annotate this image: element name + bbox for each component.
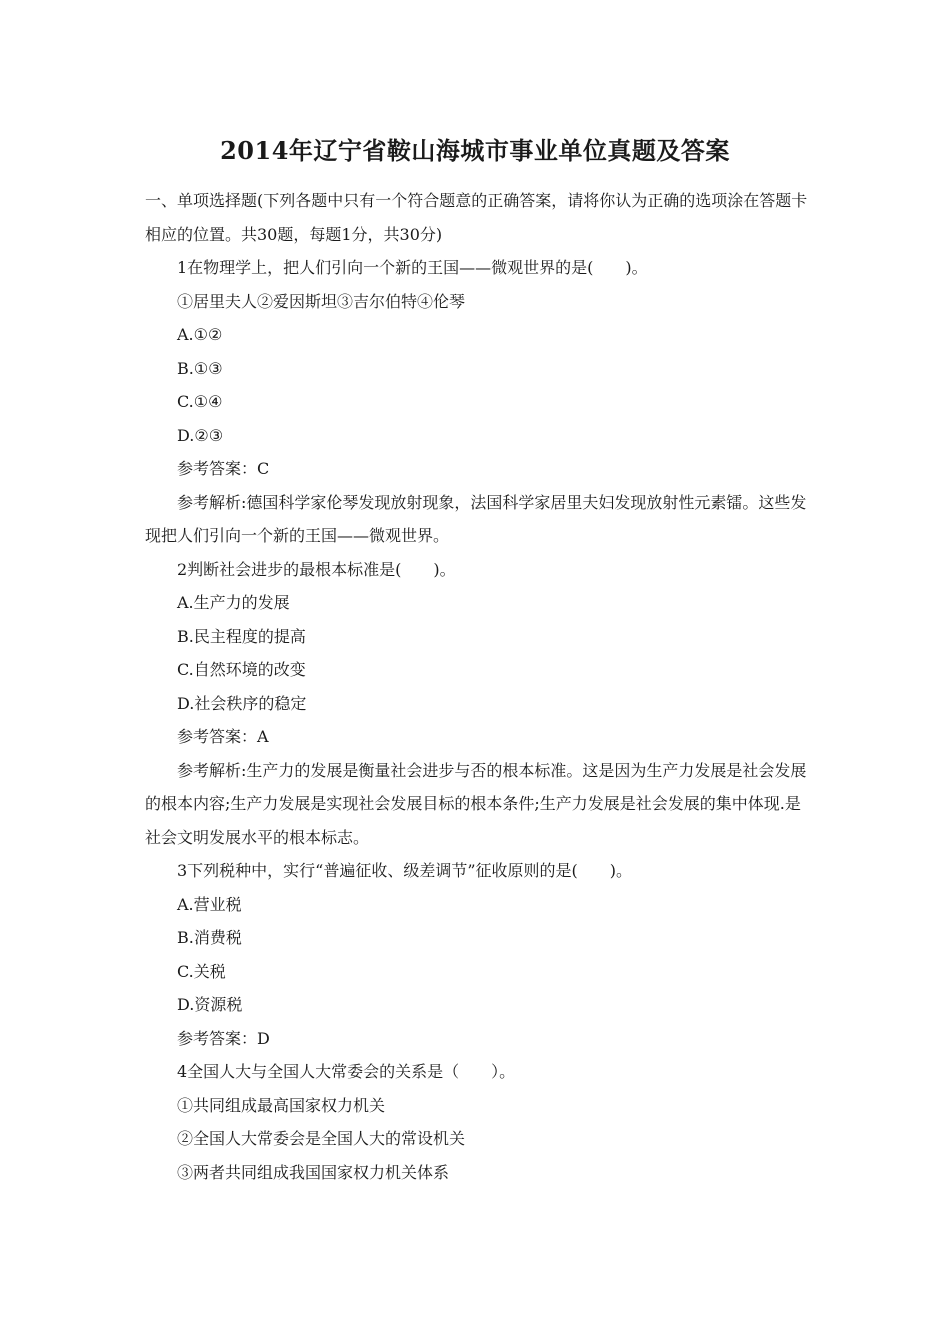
question-3-option-b: B.消费税 (177, 928, 242, 947)
question-3-option-a: A.营业税 (177, 894, 242, 914)
section-intro: 一、单项选择题(下列各题中只有一个符合题意的正确答案，请将你认为正确的选项涂在答题卡相应的位置。共30题，每题1分，共30分) (145, 191, 808, 244)
question-4-item-1: ①共同组成最高国家权力机关 (177, 1095, 386, 1115)
question-2-option-d: D.社会秩序的稳定 (177, 693, 307, 713)
question-1-analysis: 参考解析:德国科学家伦琴发现放射现象，法国科学家居里夫妇发现放射性元素镭。这些发现把人们引向一个新的王国——微观世界。 (145, 492, 807, 545)
question-1-extra: ①居里夫人②爱因斯坦③吉尔伯特④伦琴 (177, 291, 466, 311)
question-3-option-c: C.关税 (177, 961, 226, 981)
question-1-option-b: B.①③ (177, 358, 223, 378)
question-1-answer: 参考答案：C (177, 459, 270, 478)
question-2-analysis: 参考解析:生产力的发展是衡量社会进步与否的根本标准。这是因为生产力发展是社会发展的根本内容;生产力发展是实现社会发展目标的根本条件;生产力发展是社会发展的集中体现.是社会文明发展水平的根本标志。 (145, 760, 807, 847)
question-4-item-3: ③两者共同组成我国国家权力机关体系 (177, 1162, 450, 1182)
question-4-item-2: ②全国人大常委会是全国人大的常设机关 (177, 1129, 466, 1148)
question-2-stem: 2判断社会进步的最根本标准是( )。 (177, 559, 456, 579)
document-body (145, 184, 810, 1189)
question-3-answer: 参考答案：D (177, 1028, 270, 1048)
question-1-option-a: A.①② (177, 325, 223, 344)
question-2-option-b: B.民主程度的提高 (177, 626, 306, 646)
question-1-stem: 1在物理学上，把人们引向一个新的王国——微观世界的是( )。 (177, 258, 648, 277)
question-3-option-d: D.资源税 (177, 995, 243, 1014)
question-4-stem: 4全国人大与全国人大常委会的关系是（ ）。 (177, 1062, 516, 1081)
question-2-answer: 参考答案：A (177, 727, 269, 746)
question-3-stem: 3下列税种中，实行“普遍征收、级差调节”征收原则的是( )。 (177, 861, 633, 880)
question-2-option-a: A.生产力的发展 (177, 593, 290, 612)
document-title: 2014年辽宁省鞍山海城市事业单位真题及答案 (220, 136, 730, 165)
question-1-option-d: D.②③ (177, 425, 224, 445)
question-1-option-c: C.①④ (177, 392, 223, 411)
question-2-option-c: C.自然环境的改变 (177, 660, 306, 679)
